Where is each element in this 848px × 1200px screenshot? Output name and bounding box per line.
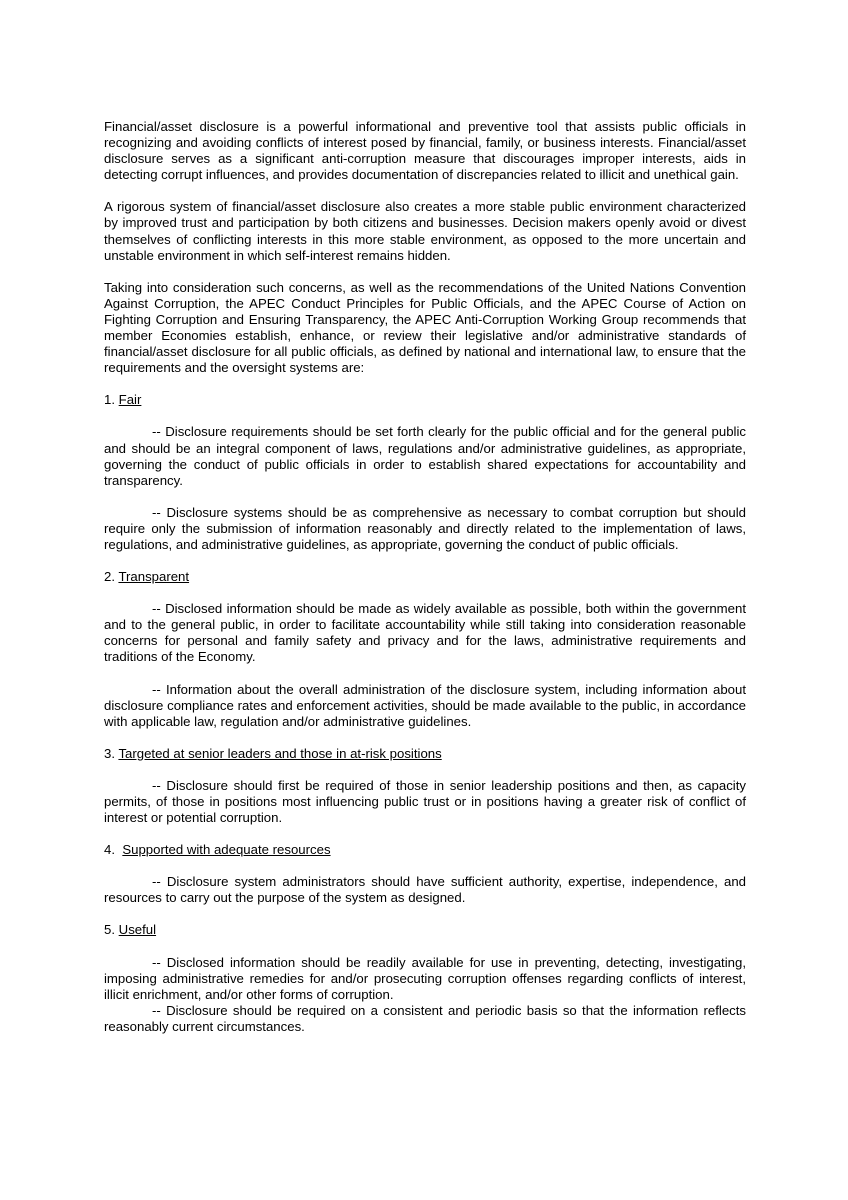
section-point: -- Disclosure systems should be as comprehensive as necessary to combat corruption but should require only the submission of information reasonably and directly related to the implementation of laws, regulations, and administrative guidelines, as appropriate, governing the conduct of public officials. xyxy=(104,504,746,552)
section-point: -- Disclosure requirements should be set forth clearly for the public official and for the general public and should be an integral component of laws, regulations and/or administrative guidelines, as appropriate, governing the conduct of public officials in order to establish shared expectations for accountability and transparency. xyxy=(104,424,746,488)
section-point: -- Information about the overall administration of the disclosure system, including information about disclosure compliance rates and enforcement activities, should be made available to the public, in accordance with applicable law, regulation and/or administrative guidelines. xyxy=(104,681,746,729)
section-heading-useful xyxy=(104,922,746,938)
section-heading-targeted xyxy=(104,746,746,762)
section-title: Targeted at senior leaders and those in at-risk positions xyxy=(118,745,442,761)
intro-paragraph-2: A rigorous system of financial/asset disclosure also creates a more stable public environment characterized by improved trust and participation by both citizens and businesses. Decision makers openly avoid or divest themselves of conflicting interests in this more stable environment, as opposed to the more uncertain and unstable environment in which self-interest remains hidden. xyxy=(104,199,746,263)
document-body xyxy=(104,119,746,1035)
intro-paragraph-1: Financial/asset disclosure is a powerful informational and preventive tool that assists public officials in recognizing and avoiding conflicts of interest posed by financial, family, or business interests. Financial/asset disclosure serves as a significant anti-corruption measure that discourages improper interests, aids in detecting corrupt influences, and provides documentation of discrepancies related to illicit and unethical gain. xyxy=(104,119,746,183)
intro-paragraph-3: Taking into consideration such concerns, as well as the recommendations of the United Nations Convention Against Corruption, the APEC Conduct Principles for Public Officials, and the APEC Course of Action on Fighting Corruption and Ensuring Transparency, the APEC Anti-Corruption Working Group recommends that member Economies establish, enhance, or review their legislative and/or administrative standards of financial/asset disclosure for all public officials, as defined by national and international law, to ensure that the requirements and the oversight systems are: xyxy=(104,279,746,376)
section-heading-transparent xyxy=(104,569,746,585)
section-heading-fair xyxy=(104,392,746,408)
section-number: 3. xyxy=(104,745,115,761)
section-number: 4. xyxy=(104,842,115,858)
section-point: -- Disclosure system administrators should have sufficient authority, expertise, independence, and resources to carry out the purpose of the system as designed. xyxy=(104,874,746,906)
section-title: Supported with adequate resources xyxy=(122,842,331,858)
section-number: 1. xyxy=(104,392,115,408)
section-point: -- Disclosure should be required on a consistent and periodic basis so that the information reflects reasonably current circumstances. xyxy=(104,1002,746,1034)
section-point: -- Disclosure should first be required of those in senior leadership positions and then, as capacity permits, of those in positions most influencing public trust or in positions having a greater risk of conflict of interest or potential corruption. xyxy=(104,777,746,826)
section-heading-resources xyxy=(104,842,746,858)
section-title: Transparent xyxy=(118,569,190,585)
section-number: 2. xyxy=(104,569,115,585)
section-point: -- Disclosed information should be readily available for use in preventing, detecting, investigating, imposing administrative remedies for and/or prosecuting corruption offenses regarding conflicts of interest, illicit enrichment, and/or other forms of corruption. xyxy=(104,954,746,1002)
section-title: Fair xyxy=(118,392,142,408)
section-title: Useful xyxy=(118,922,157,938)
section-point: -- Disclosed information should be made as widely available as possible, both within the government and to the general public, in order to facilitate accountability while still taking into consideration reasonable concerns for personal and family safety and privacy and for the laws, administrative requirements and traditions of the Economy. xyxy=(104,601,746,665)
section-number: 5. xyxy=(104,922,115,938)
